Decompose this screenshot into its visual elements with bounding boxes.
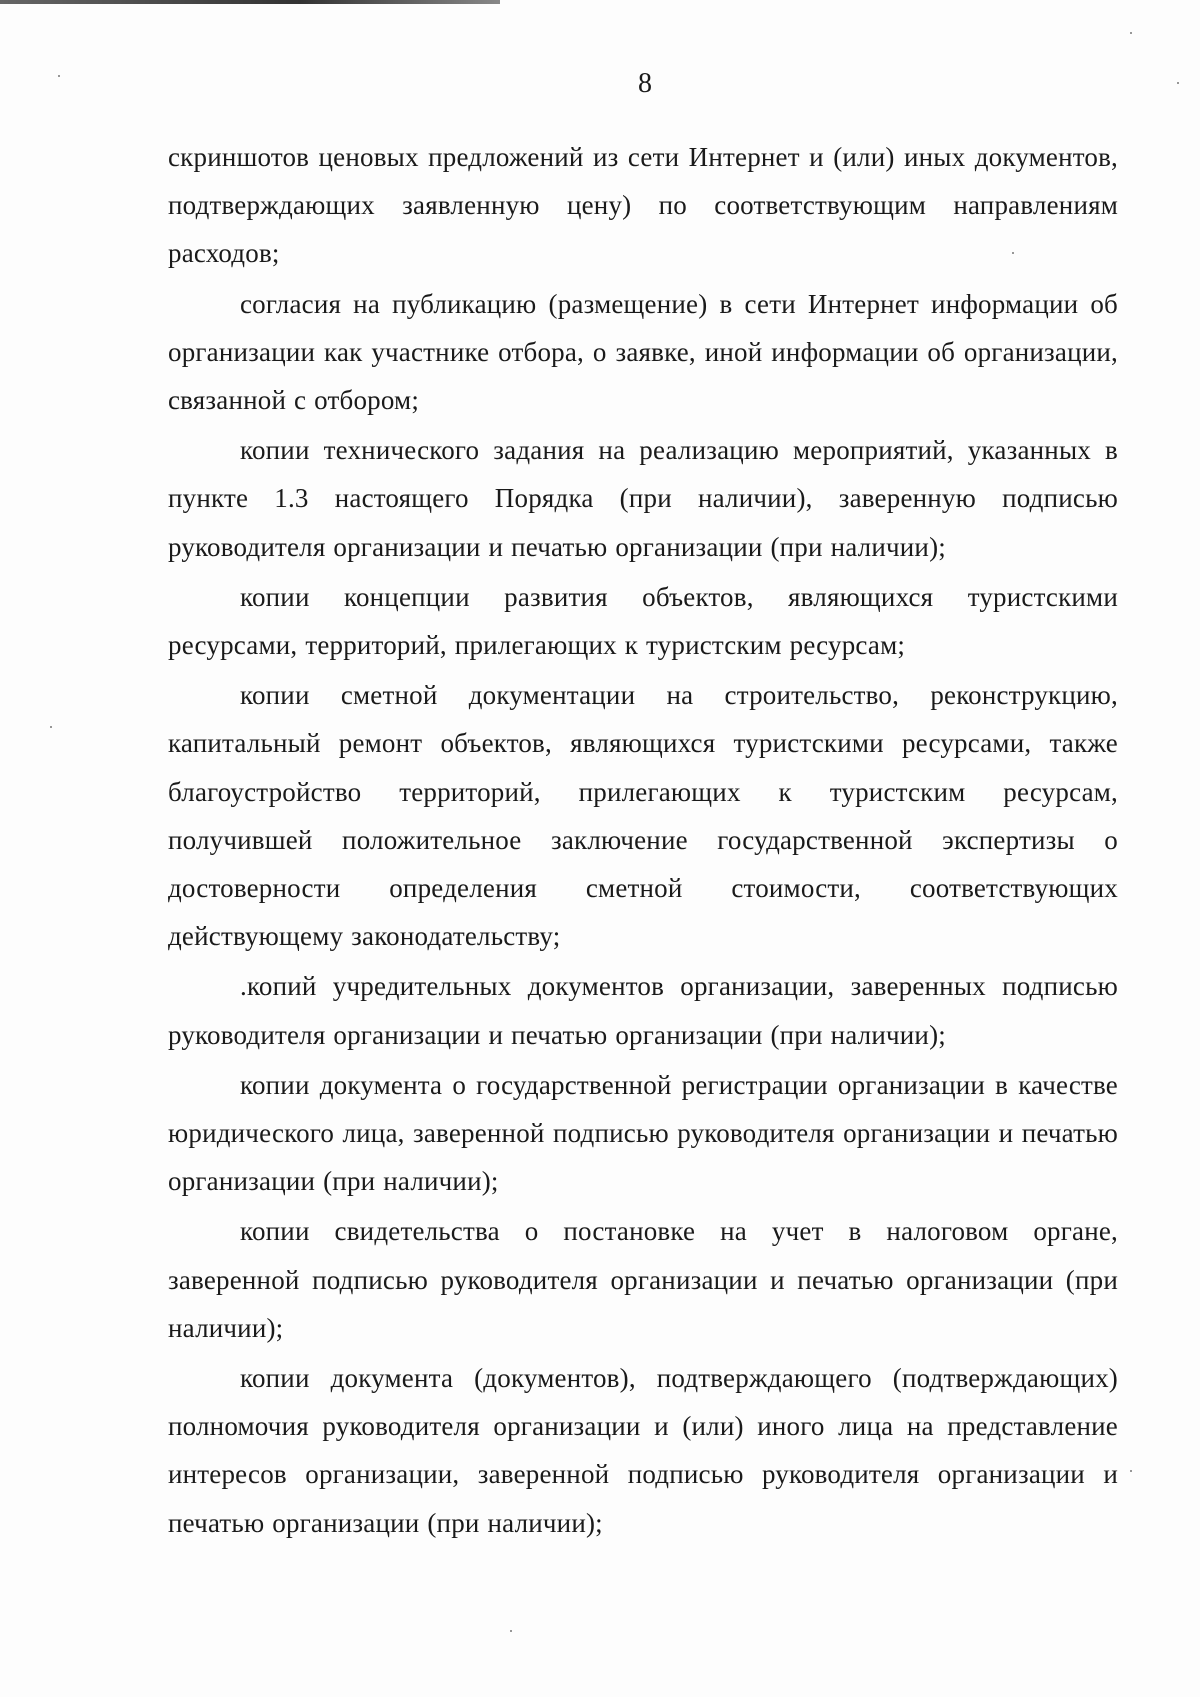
paragraph: .копий учредительных документов организации, заверенных подписью руководителя организации и печатью организации (при наличии); (168, 971, 1118, 1050)
paragraph: копии концепции развития объектов, являющихся туристскими ресурсами, территорий, прилегающих к туристским ресурсам; (168, 581, 1118, 661)
page-number: 8 (638, 68, 652, 99)
paragraph: копии документа (документов), подтверждающего (подтверждающих) полномочия руководителя организации и (или) иного лица на представление интересов организации, заверенной подписью руководителя организации и печатью организации (при наличии); (168, 1363, 1118, 1538)
paragraph: копии свидетельства о постановке на учет в налоговом органе, заверенной подписью руководителя организации и печатью организации (при наличии); (168, 1216, 1118, 1343)
scan-speck (58, 75, 60, 77)
scan-speck (1130, 1470, 1132, 1472)
scan-speck (1177, 82, 1179, 84)
paragraph: копии сметной документации на строительство, реконструкцию, капитальный ремонт объектов, являющихся туристскими ресурсами, также благоустройство территорий, прилегающих к туристским ресурсам, получившей положительное заключение государственной экспертизы о достоверности определения сметной стоимости, соответствующих действующему законодательству; (168, 680, 1118, 952)
document-body (168, 133, 1118, 1547)
paragraph: согласия на публикацию (размещение) в сети Интернет информации об организации как участнике отбора, о заявке, иной информации об организации, связанной с отбором; (168, 288, 1118, 416)
scan-speck (50, 726, 52, 728)
paragraph: копии технического задания на реализацию мероприятий, указанных в пункте 1.3 настоящего Порядка (при наличии), заверенную подписью руководителя организации и печатью организации (при наличии); (168, 435, 1118, 562)
paragraph: копии документа о государственной регистрации организации в качестве юридического лица, заверенной подписью руководителя организации и печатью организации (при наличии); (168, 1069, 1118, 1197)
paragraph-continuation: скриншотов ценовых предложений из сети Интернет и (или) иных документов, подтверждающих заявленную цену) по соответствующим направлениям расходов; (168, 142, 1118, 269)
scan-speck (510, 1630, 512, 1632)
scan-edge-mark (0, 0, 500, 4)
scan-speck (1012, 252, 1014, 254)
scan-speck (1130, 32, 1132, 34)
